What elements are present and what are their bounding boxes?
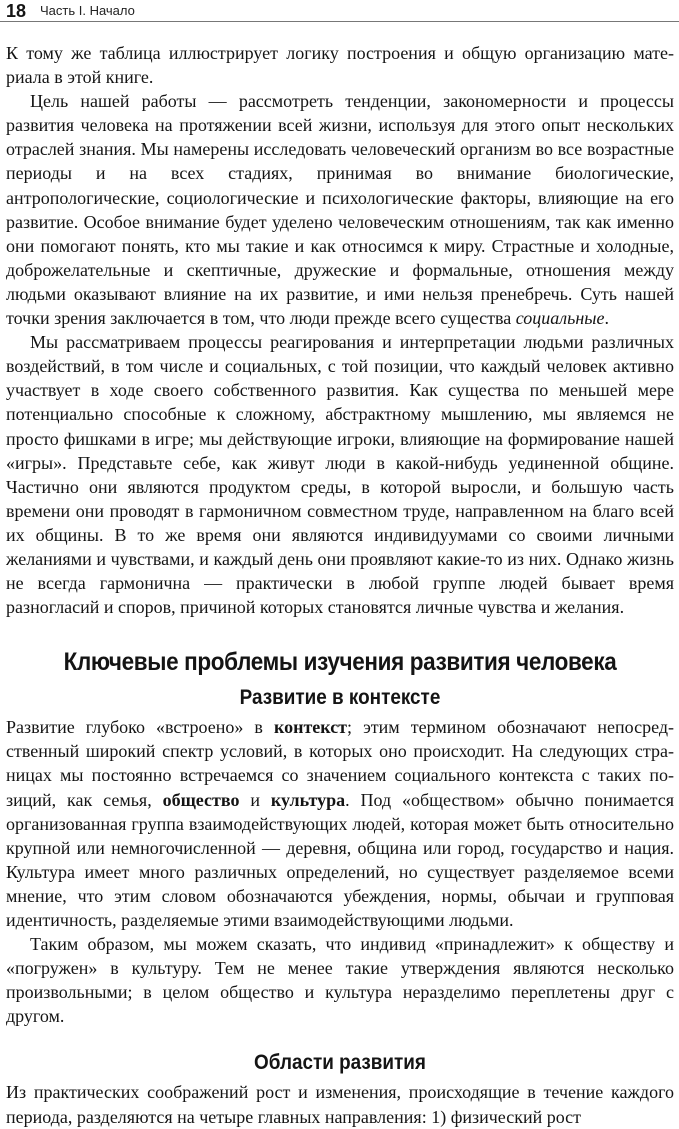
- term-culture: культура: [270, 789, 346, 810]
- paragraph-context-text-4: . Под «обществом» обычно понимается организованная группа взаимодействующих людей, которая может быть относительно крупной или немногочисленной — деревня, община или город, государство и нация. Культура имеет много различных определений, но существует разделяемое всеми мнение, что этим словом обозначаются убеждения, нормы, обычаи и групповая идентичность, разделяемые этими взаимодействующими людьми.: [6, 789, 674, 930]
- section-heading: Ключевые проблемы изучения развития человека: [63, 648, 617, 677]
- paragraph-table-logic: К тому же таблица иллюстрирует логику построения и общую организацию материала в этой книге.: [6, 43, 674, 88]
- paragraph-context-text-3: и: [239, 789, 271, 810]
- paragraph-goal-end: .: [604, 308, 609, 329]
- page-number: 18: [6, 1, 27, 21]
- page-body: [6, 41, 674, 1129]
- paragraph-interpretation: Мы рассматриваем процессы реагирования и интерпретации людьми различных воздействий, в том числе и социальных, с той позиции, что каждый человек активно участвует в ходе своего собственного развития. Как существа по меньшей мере потенциально способные к сложному, абстрактному мышлению, мы являемся не просто фишками в игре; мы действующие игроки, влияющие на формирование нашей «игры». Представьте себе, как живут люди в какой-нибудь уединенной общине. Частично они являются продуктом среды, в которой выросли, и большую часть времени они проводят в гармоничном совместном труде, направленном на благо всей их общины. В то же время они являются индивидуумами со своими личными желаниями и чувствами, и каждый день они проявляют какие-то из них. Однако жизнь не всегда гармонична — практически в любой группе людей бывает время разногласий и споров, причиной которых становятся личные чувства и желания.: [6, 332, 674, 618]
- subsection-heading-context: Развитие в контексте: [239, 686, 441, 710]
- paragraph-context: [6, 715, 674, 932]
- running-title: Часть I. Начало: [40, 3, 135, 18]
- paragraph-goal: [6, 89, 674, 330]
- term-context: контекст: [273, 717, 348, 738]
- paragraph-conclusion: Таким образом, мы можем сказать, что индивид «принадлежит» к обществу и «погружен» в культуру. Тем не менее такие утверждения являются несколько произвольными; в целом общество и культура неразделимо переплетены друг с другом.: [6, 934, 674, 1027]
- paragraph-context-text-2: ; этим термином обозначают непосредственный широкий спектр условий, в которых оно происходит. На следующих страницах мы постоянно встречаемся со значением социального контекста с таких позиций, как семья,: [6, 717, 675, 810]
- emphasis-social: социальные: [515, 308, 605, 329]
- term-society: общество: [162, 789, 240, 810]
- header-rule: [0, 21, 679, 22]
- paragraph-domains: Из практических соображений рост и изменения, происходящие в течение каждого периода, разделяются на четыре главных направления: 1) физический рост: [6, 1082, 674, 1127]
- paragraph-context-text-1: Развитие глубоко «встроено» в: [6, 717, 274, 738]
- subsection-heading-domains: Области развития: [254, 1051, 426, 1075]
- paragraph-goal-text: Цель нашей работы — рассмотреть тенденции, закономерности и процессы развития человека на протяжении всей жизни, используя для этого опыт нескольких отраслей знания. Мы намерены исследовать человеческий организм во все возрастные периоды и на всех стадиях, принимая во внимание биологические, антропологические, социологические и психологические факторы, влияющие на его развитие. Особое внимание будет уделено человеческим отношениям, так как именно они помогают понять, кто мы такие и как относимся к миру. Страстные и холодные, доброжелательные и скептичные, дружеские и формальные, отношения между людьми оказывают влияние на их развитие, и ими нельзя пренебречь. Суть нашей точки зрения заключается в том, что люди прежде всего существа: [6, 91, 674, 329]
- page-header: [0, 0, 679, 22]
